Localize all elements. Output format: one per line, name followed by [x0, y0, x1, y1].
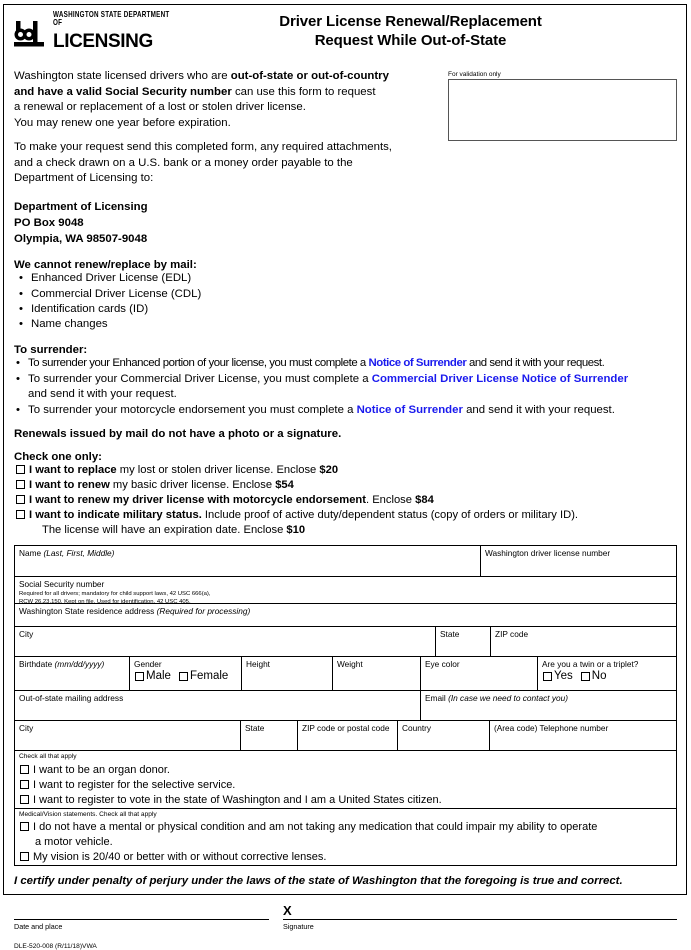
table-row — [15, 657, 676, 691]
option-motorcycle-rest: . Enclose — [365, 494, 416, 507]
option-motorcycle-amount: $84 — [415, 494, 434, 507]
medical-option-no-condition[interactable] — [19, 820, 676, 835]
check-one-option-renew-motorcycle[interactable] — [14, 493, 677, 508]
field-email[interactable] — [421, 691, 676, 720]
cannot-renew-heading: We cannot renew/replace by mail: — [14, 259, 197, 272]
field-wa-driver-license-number[interactable] — [481, 546, 676, 576]
field-birthdate-label: Birthdate — [19, 659, 55, 670]
field-state2-label: State — [245, 723, 265, 734]
intro-section — [14, 69, 677, 187]
twin-no-label: No — [591, 669, 607, 682]
field-wa-address-label-italic: (Required for processing) — [156, 606, 251, 617]
intro-p1-part2: can use this form to request — [231, 85, 376, 98]
surrender-item3-post: and send it with your request. — [462, 404, 615, 417]
surrender-item2-post: and send it with your request. — [28, 388, 177, 401]
checkbox-gender-male[interactable] — [135, 672, 144, 681]
notice-of-surrender-link[interactable]: Notice of Surrender — [368, 356, 467, 369]
option-motorcycle-bold: I want to renew my driver license with motorcycle endorsement — [29, 494, 366, 507]
surrender-list — [14, 356, 677, 419]
checkbox-renew-basic-license[interactable] — [16, 480, 25, 489]
cdl-notice-of-surrender-link[interactable]: Commercial Driver License Notice of Surrender — [371, 372, 629, 385]
check-all-voter-registration-label: I want to register to vote in the state of Washington and I am a United States citizen. — [33, 793, 442, 806]
field-out-of-state-mailing-address[interactable] — [15, 691, 421, 720]
field-email-label: Email — [425, 693, 449, 704]
signature-line[interactable] — [283, 903, 677, 920]
field-birthdate-label-italic: (mm/dd/yyyy) — [54, 659, 105, 670]
field-state-label: State — [440, 629, 460, 640]
surrender-item2-pre: To surrender your Commercial Driver License, you must complete a — [28, 372, 372, 385]
field-wdl-label: Washington driver license number — [485, 548, 611, 559]
gender-female-label: Female — [189, 669, 229, 682]
validation-box — [448, 79, 677, 141]
intro-p2-line3: Department of Licensing to: — [14, 172, 154, 185]
field-name[interactable] — [15, 546, 481, 576]
medical-vision-section — [15, 809, 676, 865]
checkbox-no-medical-condition[interactable] — [20, 822, 29, 831]
intro-p1-bold2: and have a valid Social Security number — [14, 85, 232, 98]
date-and-place-label: Date and place — [14, 922, 63, 932]
validation-section — [438, 69, 677, 187]
field-eye-color-label: Eye color — [425, 659, 460, 670]
list-item: • Enhanced Driver License (EDL) — [14, 271, 677, 286]
list-item: • Name changes — [14, 317, 677, 332]
check-one-heading: Check one only: — [14, 450, 102, 463]
field-phone-label: (Area code) Telephone number — [494, 723, 609, 734]
field-city2-label: City — [19, 723, 34, 734]
field-weight-label: Weight — [337, 659, 363, 670]
page-title-line1: Driver License Renewal/Replacement — [279, 13, 542, 30]
validation-label: For validation only — [448, 71, 501, 78]
table-row — [15, 721, 676, 751]
mailing-address-line3: Olympia, WA 98507-9048 — [14, 232, 148, 245]
table-row — [15, 577, 676, 604]
option-military-bold: I want to indicate military status. — [29, 509, 202, 522]
logo-org-line1: WASHINGTON STATE DEPARTMENT OF — [53, 10, 170, 29]
surrender-item3-pre: To surrender your motorcycle endorsement you must complete a — [28, 404, 357, 417]
date-and-place-line[interactable] — [14, 907, 269, 920]
cannot-renew-list — [14, 271, 677, 332]
intro-p1-line3: a renewal or replacement of a lost or stolen driver license. — [14, 101, 306, 114]
field-country[interactable] — [398, 721, 490, 750]
form-number: DLE-520-008 (R/11/18)VWA — [14, 943, 97, 950]
field-eye-color[interactable] — [421, 657, 538, 690]
option-renew-rest: my basic driver license. Enclose — [109, 479, 276, 492]
field-name-label: Name — [19, 548, 44, 559]
field-ssn-fine-print-1: Required for all drivers; mandatory for child support laws, 42 USC 666(a), — [19, 590, 211, 597]
checkbox-voter-registration[interactable] — [20, 795, 29, 804]
page-title-line2: Request While Out-of-State — [314, 32, 507, 50]
table-row — [15, 627, 676, 657]
field-ssn-label: Social Security number — [19, 579, 105, 590]
intro-p1-bold1: out-of-state or out-of-country — [230, 70, 389, 82]
check-one-option-renew-basic-text — [29, 478, 294, 493]
gender-options — [134, 671, 241, 683]
field-wa-residence-address[interactable] — [15, 604, 676, 626]
surrender-heading: To surrender: — [14, 343, 88, 356]
surrender-item1-post: and send it with your request. — [466, 356, 605, 369]
field-city[interactable] — [15, 627, 436, 656]
medical-no-condition-label: I do not have a mental or physical condition and am not taking any medication that could impair my ability to operate — [33, 821, 598, 834]
field-country-label: Country — [402, 723, 432, 734]
field-wa-address-label: Washington State residence address — [19, 606, 157, 617]
dol-logo — [14, 12, 174, 51]
certification-statement: I certify under penalty of perjury under the laws of the state of Washington that the foregoing is true and correct. — [14, 875, 623, 888]
field-height[interactable] — [242, 657, 333, 690]
option-renew-amount: $54 — [275, 479, 294, 492]
field-gender[interactable] — [130, 657, 242, 690]
gender-male-label: Male — [146, 669, 171, 682]
check-all-option-selective-service[interactable] — [19, 778, 676, 793]
checkbox-organ-donor[interactable] — [20, 765, 29, 774]
checkbox-twin-yes[interactable] — [543, 672, 552, 681]
option-replace-bold: I want to replace — [29, 463, 117, 476]
check-one-option-renew-motorcycle-text — [29, 493, 434, 508]
check-all-option-voter-registration[interactable] — [19, 793, 676, 808]
field-state[interactable] — [436, 627, 491, 656]
twin-yes-label: Yes — [554, 669, 573, 682]
field-zip-or-postal-code[interactable] — [298, 721, 398, 750]
signature-section — [14, 903, 677, 932]
check-one-option-renew-basic[interactable] — [14, 478, 677, 493]
surrender-item1-pre: To surrender your Enhanced portion of your license, you must complete a — [28, 356, 369, 369]
page-title — [174, 12, 677, 50]
field-state-2[interactable] — [241, 721, 298, 750]
field-height-label: Height — [246, 659, 270, 670]
list-item: • Identification cards (ID) — [14, 302, 677, 317]
field-weight[interactable] — [333, 657, 421, 690]
mailing-address-line2: PO Box 9048 — [14, 216, 84, 229]
checkbox-military-status[interactable] — [16, 510, 25, 519]
applicant-form-table — [14, 545, 677, 866]
intro-text-column — [14, 69, 438, 187]
check-all-selective-service-label: I want to register for the selective service. — [33, 778, 236, 791]
field-zip-code[interactable] — [491, 627, 676, 656]
checkbox-selective-service[interactable] — [20, 780, 29, 789]
intro-p2-line2: and a check drawn on a U.S. bank or a money order payable to the — [14, 156, 353, 169]
field-social-security-number[interactable] — [15, 577, 676, 606]
check-one-option-military-text — [29, 508, 578, 523]
field-ssn-fine-print-2: RCW 26.23.150. Kept on file. Used for identification, 42 USC 405. — [19, 599, 191, 606]
logo-org-line2: LICENSING — [53, 30, 153, 52]
field-twin-label: Are you a twin or a triplet? — [542, 659, 639, 670]
motorcycle-notice-of-surrender-link[interactable]: Notice of Surrender — [356, 404, 463, 417]
date-and-place-field[interactable] — [14, 907, 269, 931]
signature-field[interactable] — [283, 903, 677, 932]
check-one-military-subtext — [14, 523, 677, 538]
intro-p1-line4: You may renew one year before expiration. — [14, 117, 231, 130]
field-oos-address-label: Out-of-state mailing address — [19, 693, 124, 704]
checkbox-gender-female[interactable] — [179, 672, 188, 681]
intro-paragraph-2 — [14, 140, 438, 187]
option-replace-rest: my lost or stolen driver license. Enclose — [116, 463, 320, 476]
military-sub-amount: $10 — [286, 524, 306, 537]
military-sub-pre: The license will have an expiration date. Enclose — [42, 524, 287, 537]
field-twin-or-triplet[interactable] — [538, 657, 676, 690]
checkbox-vision-ok[interactable] — [20, 852, 29, 861]
field-name-label-italic: (Last, First, Middle) — [43, 548, 115, 559]
list-item — [14, 403, 677, 419]
field-city-2[interactable] — [15, 721, 241, 750]
check-all-that-apply-section — [15, 751, 676, 807]
intro-p2-line1: To make your request send this completed form, any required attachments, — [14, 140, 392, 153]
medical-option-vision[interactable] — [19, 850, 676, 865]
mailing-address-line1: Department of Licensing — [14, 201, 148, 214]
table-row — [15, 604, 676, 627]
check-one-option-replace-text — [29, 463, 338, 478]
signature-x-marker: X — [283, 903, 292, 919]
check-one-option-replace[interactable] — [14, 463, 677, 478]
field-city-label: City — [19, 629, 34, 640]
check-all-organ-donor-label: I want to be an organ donor. — [33, 764, 170, 777]
option-military-rest: Include proof of active duty/dependent status (copy of orders or military ID). — [201, 509, 579, 522]
medical-vision-label: My vision is 20/40 or better with or without corrective lenses. — [33, 851, 327, 864]
intro-p1-part1: Washington state licensed drivers who are — [14, 70, 231, 82]
table-row — [15, 691, 676, 721]
table-row — [15, 546, 676, 577]
table-row — [15, 809, 676, 866]
option-replace-amount: $20 — [319, 463, 339, 476]
medical-no-condition-label-line2: a motor vehicle. — [35, 836, 113, 849]
intro-paragraph-1 — [14, 69, 438, 132]
medical-heading: Medical/Vision statements. Check all that apply — [19, 810, 157, 818]
field-gender-label: Gender — [134, 659, 162, 670]
field-zip2-label: ZIP code or postal code — [302, 723, 390, 734]
field-email-label-italic: (In case we need to contact you) — [448, 693, 568, 704]
dol-logo-icon — [14, 20, 48, 47]
page-header — [14, 12, 677, 60]
renewals-note: Renewals issued by mail do not have a photo or a signature. — [14, 427, 342, 440]
signature-label: Signature — [283, 922, 314, 932]
check-one-option-military[interactable] — [14, 508, 677, 523]
field-birthdate[interactable] — [15, 657, 130, 690]
checkbox-twin-no[interactable] — [581, 672, 590, 681]
check-all-heading: Check all that apply — [19, 753, 77, 761]
list-item — [14, 356, 677, 372]
field-zip-label: ZIP code — [495, 629, 529, 640]
field-telephone-number[interactable] — [490, 721, 676, 750]
checkbox-renew-motorcycle-endorsement[interactable] — [16, 495, 25, 504]
option-renew-bold: I want to renew — [29, 479, 110, 492]
check-all-option-organ-donor[interactable] — [19, 763, 676, 778]
list-item — [14, 372, 677, 403]
table-row — [15, 751, 676, 808]
mailing-address — [14, 200, 677, 247]
twin-options — [542, 671, 676, 683]
list-item: • Commercial Driver License (CDL) — [14, 287, 677, 302]
checkbox-replace-license[interactable] — [16, 465, 25, 474]
